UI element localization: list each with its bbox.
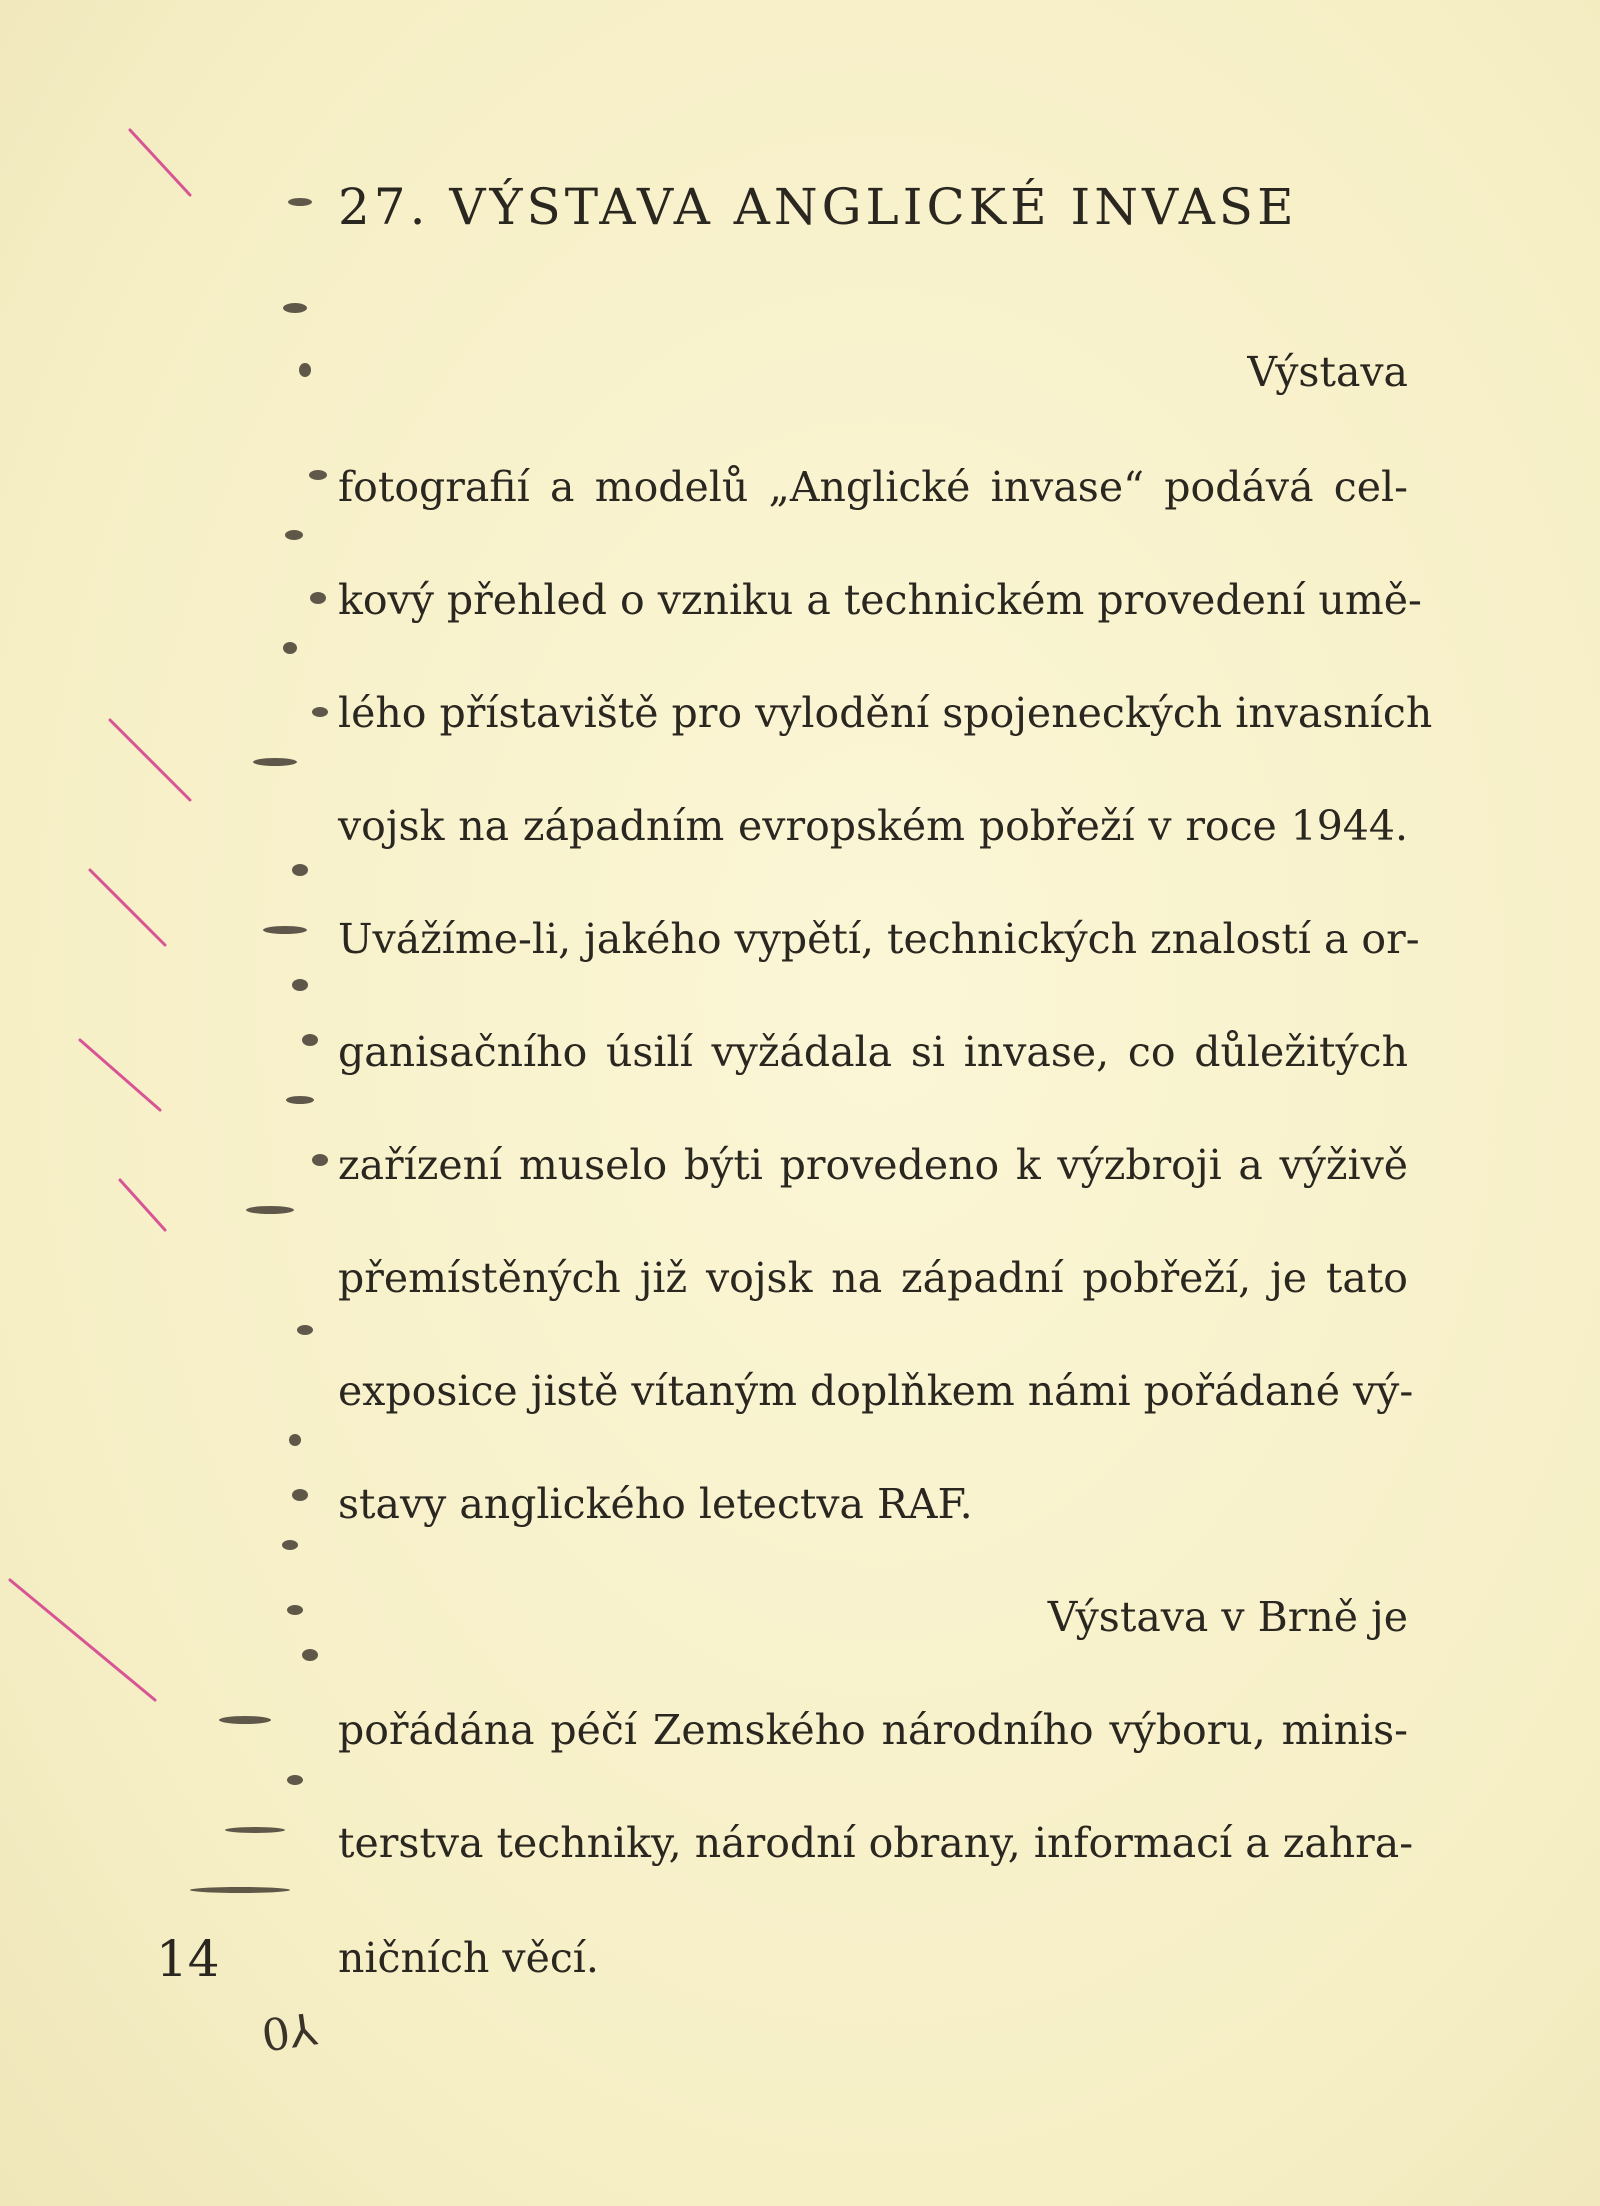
body-line: terstva techniky, národní obrany, informací a zahra- — [338, 1819, 1414, 1867]
bottom-ink-mark: 0⅄ — [258, 2004, 321, 2063]
body-line: vojsk na západním evropském pobřeží v roce 1944. — [338, 802, 1408, 850]
body-line: fotografií a modelů „Anglické invase“ podává cel- — [338, 463, 1408, 511]
body-line: Výstava — [1247, 348, 1408, 396]
section-heading: 27. VÝSTAVA ANGLICKÉ INVASE — [338, 178, 1298, 236]
body-line: lého přístaviště pro vylodění spojeneckých invasních — [338, 689, 1433, 737]
body-line: Výstava v Brně je — [1047, 1593, 1408, 1641]
body-line: Uvážíme-li, jakého vypětí, technických znalostí a or- — [338, 915, 1420, 963]
body-line: zařízení muselo býti provedeno k výzbroji a výživě — [338, 1141, 1408, 1189]
body-line: přemístěných již vojsk na západní pobřeží, je tato — [338, 1254, 1408, 1302]
body-line: ganisačního úsilí vyžádala si invase, co důležitých — [338, 1028, 1408, 1076]
body-line: exposice jistě vítaným doplňkem námi pořádané vý- — [338, 1367, 1414, 1415]
page-number: 14 — [156, 1930, 220, 1988]
body-line: kový přehled o vzniku a technickém provedení umě- — [338, 576, 1422, 624]
body-line: ničních věcí. — [338, 1934, 599, 1982]
body-line: pořádána péčí Zemského národního výboru, minis- — [338, 1706, 1408, 1754]
body-line: stavy anglického letectva RAF. — [338, 1480, 973, 1528]
